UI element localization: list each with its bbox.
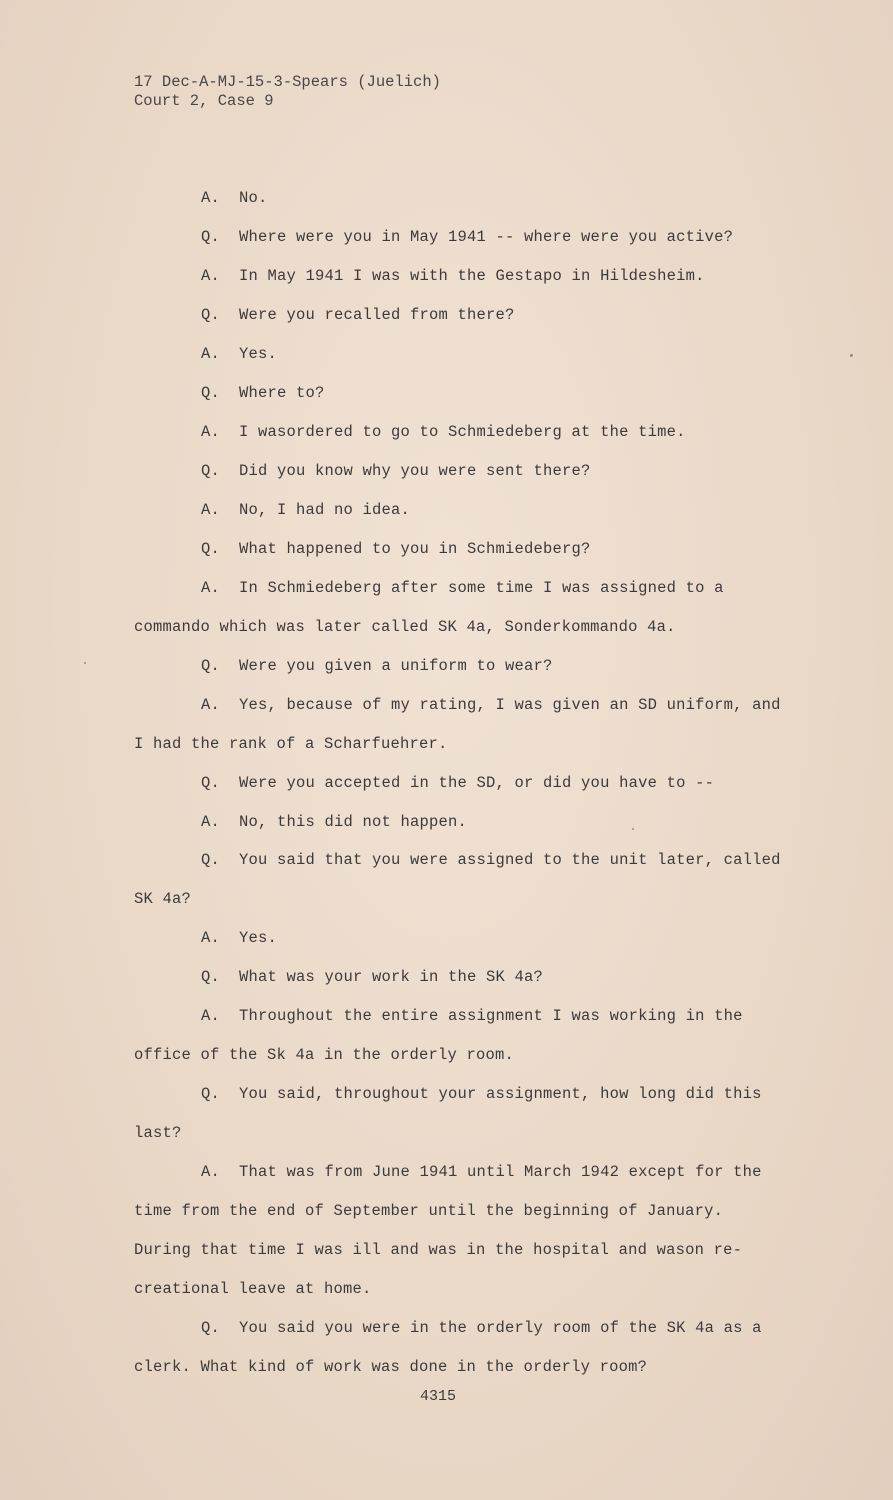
page-number: 4315: [420, 1388, 457, 1405]
transcript-line: Q. Were you given a uniform to wear?: [201, 657, 553, 675]
transcript-line: Q. What was your work in the SK 4a?: [201, 968, 544, 986]
transcript-line: A. I wasordered to go to Schmiedeberg at the time.: [201, 423, 686, 441]
transcript-line: Q. Did you know why you were sent there?: [201, 462, 591, 480]
transcript-line: A. Yes, because of my rating, I was given an SD uniform, and: [201, 696, 781, 714]
paper-speck: [850, 354, 853, 357]
transcript-line: A. In Schmiedeberg after some time I was assigned to a: [201, 579, 724, 597]
transcript-line: clerk. What kind of work was done in the orderly room?: [134, 1358, 648, 1376]
transcript-line: Q. You said that you were assigned to the unit later, called: [201, 851, 781, 869]
header-court-case: Court 2, Case 9: [134, 92, 274, 110]
transcript-line: last?: [134, 1124, 182, 1142]
transcript-line: A. Yes.: [201, 929, 278, 947]
transcript-line: creational leave at home.: [134, 1280, 372, 1298]
transcript-line: A. Throughout the entire assignment I was working in the: [201, 1007, 743, 1025]
transcript-line: Q. What happened to you in Schmiedeberg?: [201, 540, 591, 558]
transcript-line: Q. You said, throughout your assignment, how long did this: [201, 1085, 762, 1103]
transcript-line: office of the Sk 4a in the orderly room.: [134, 1046, 515, 1064]
transcript-line: A. No, I had no idea.: [201, 501, 411, 519]
transcript-line: During that time I was ill and was in the hospital and wason re-: [134, 1241, 743, 1259]
document-header: [134, 73, 441, 111]
transcript-line: A. No.: [201, 189, 268, 207]
header-reference: 17 Dec-A-MJ-15-3-Spears (Juelich): [134, 73, 441, 91]
paper-speck: [632, 828, 634, 830]
transcript-line: I had the rank of a Scharfuehrer.: [134, 735, 448, 753]
transcript-line: time from the end of September until the beginning of January.: [134, 1202, 724, 1220]
transcript-line: commando which was later called SK 4a, Sonderkommando 4a.: [134, 618, 676, 636]
transcript-line: Q. Were you accepted in the SD, or did you have to --: [201, 774, 715, 792]
paper-speck: [84, 662, 86, 664]
transcript-line: SK 4a?: [134, 890, 192, 908]
transcript-line: A. In May 1941 I was with the Gestapo in Hildesheim.: [201, 267, 705, 285]
transcript-line: A. That was from June 1941 until March 1942 except for the: [201, 1163, 762, 1181]
transcript-line: A. No, this did not happen.: [201, 813, 468, 831]
transcript-line: Q. Were you recalled from there?: [201, 306, 515, 324]
transcript-line: Q. Where to?: [201, 384, 325, 402]
transcript-line: Q. Where were you in May 1941 -- where were you active?: [201, 228, 734, 246]
transcript-line: Q. You said you were in the orderly room of the SK 4a as a: [201, 1319, 762, 1337]
transcript-line: A. Yes.: [201, 345, 278, 363]
